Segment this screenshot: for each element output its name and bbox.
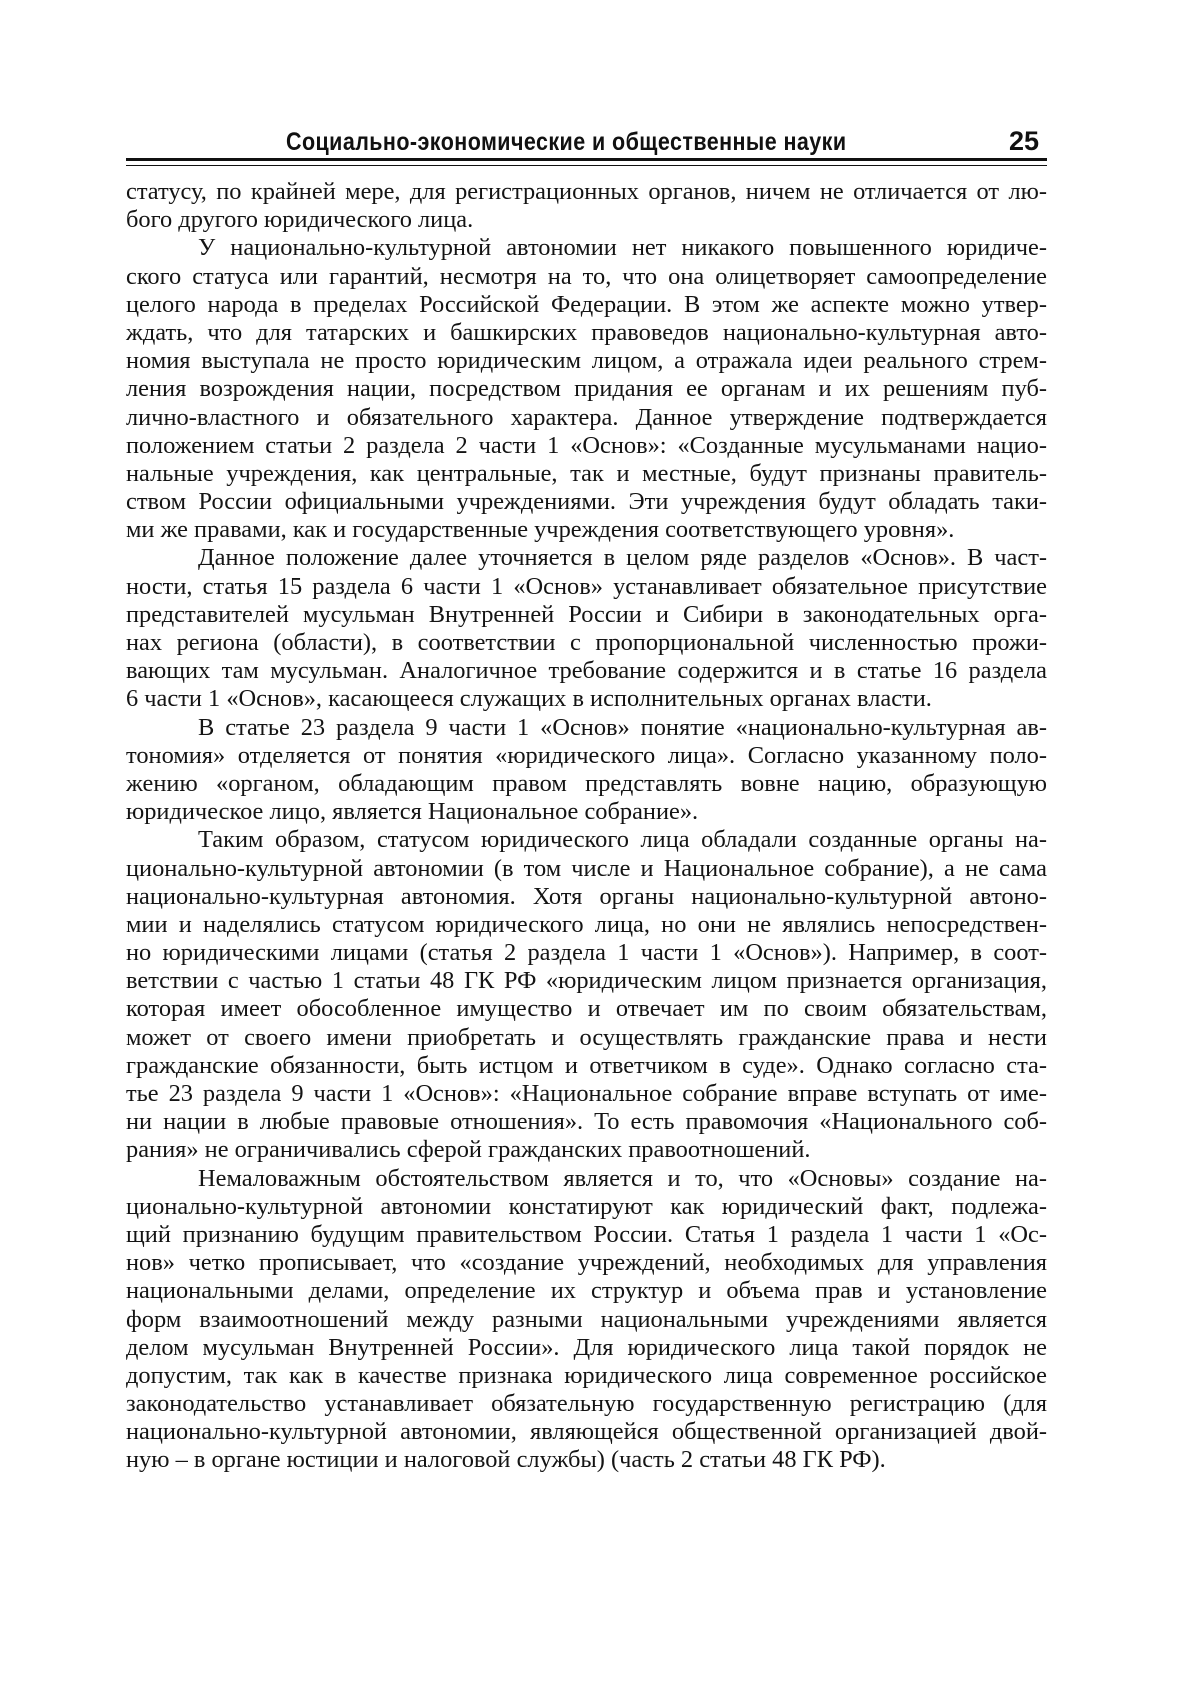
text-line: нальные учреждения, как центральные, так и местные, будут признаны правитель- [126, 459, 1047, 487]
text-line: ления возрождения нации, посредством придания ее органам и их решениям пуб- [126, 375, 1047, 403]
text-line: делом мусульман Внутренней России». Для юридического лица такой порядок не [126, 1333, 1047, 1361]
text-line: рания» не ограничивались сферой гражданских правоотношений. [126, 1136, 811, 1164]
paragraph [126, 826, 1047, 1164]
text-line: но юридическими лицами (статья 2 раздела 1 части 1 «Основ»). Например, в соот- [126, 939, 1047, 967]
text-line: У национально-культурной автономии нет никакого повышенного юридиче- [198, 234, 1047, 262]
text-line: бого другого юридического лица. [126, 206, 474, 234]
running-title: Социально-экономические и общественные науки [286, 128, 847, 156]
text-line: допустим, так как в качестве признака юридического лица современное российское [126, 1361, 1047, 1389]
text-line: законодательство устанавливает обязательную государственную регистрацию (для [126, 1390, 1047, 1418]
text-line: тье 23 раздела 9 части 1 «Основ»: «Национальное собрание вправе вступать от име- [126, 1080, 1047, 1107]
text-line: Таким образом, статусом юридического лица обладали созданные органы на- [198, 826, 1047, 854]
text-line: национально-культурной автономии, являющейся общественной организацией двой- [126, 1418, 1047, 1446]
text-line: ждать, что для татарских и башкирских правоведов национально-культурная авто- [126, 318, 1047, 346]
text-line: юридическое лицо, является Национальное собрание». [126, 798, 699, 826]
text-line: ми же правами, как и государственные учреждения соответствующего уровня». [126, 516, 955, 544]
paragraph [126, 178, 1047, 234]
text-line: статусу, по крайней мере, для регистрационных органов, ничем не отличается от лю- [126, 178, 1047, 205]
text-line: гражданские обязанности, быть истцом и ответчиком в суде». Однако согласно ста- [126, 1051, 1047, 1079]
text-line: ского статуса или гарантий, несмотря на то, что она олицетворяет самоопределение [126, 262, 1047, 290]
page-number: 25 [1008, 126, 1039, 156]
paragraph [126, 714, 1047, 827]
paragraph [126, 544, 1047, 713]
text-line: ности, статья 15 раздела 6 части 1 «Основ» устанавливает обязательное присутствие [126, 572, 1047, 600]
text-line: может от своего имени приобретать и осуществлять гражданские права и нести [126, 1023, 1047, 1051]
text-line: нов» четко прописывает, что «создание учреждений, необходимых для управления [126, 1249, 1047, 1277]
text-line: форм взаимоотношений между разными национальными учреждениями является [126, 1305, 1047, 1333]
text-line: мии и наделялись статусом юридического лица, но они не являлись непосредствен- [126, 910, 1047, 938]
text-line: Немаловажным обстоятельством является и то, что «Основы» создание на- [198, 1164, 1047, 1192]
text-line: жению «органом, обладающим правом представлять вовне нацию, образующую [126, 769, 1047, 797]
text-line: национальными делами, определение их структур и объема прав и установление [126, 1277, 1047, 1305]
text-line: тономия» отделяется от понятия «юридического лица». Согласно указанному поло- [126, 741, 1047, 769]
text-line: которая имеет обособленное имущество и отвечает им по своим обязательствам, [126, 995, 1047, 1023]
text-line: ством России официальными учреждениями. Эти учреждения будут обладать таки- [126, 488, 1047, 516]
text-line: лично-властного и обязательного характера. Данное утверждение подтверждается [126, 403, 1047, 431]
text-line: 6 части 1 «Основ», касающееся служащих в исполнительных органах власти. [126, 685, 932, 713]
text-line: нах региона (области), в соответствии с пропорциональной численностью прожи- [126, 629, 1047, 656]
text-line: В статье 23 раздела 9 части 1 «Основ» понятие «национально-культурная ав- [198, 713, 1047, 741]
paragraph [126, 234, 1047, 544]
text-line: национально-культурная автономия. Хотя органы национально-культурной автоно- [126, 882, 1047, 910]
text-line: Данное положение далее уточняется в целом ряде разделов «Основ». В част- [198, 544, 1047, 572]
header-rule-thin [126, 165, 1047, 166]
text-line: ветствии с частью 1 статьи 48 ГК РФ «юридическим лицом признается организация, [126, 967, 1047, 995]
paragraph [126, 1165, 1047, 1475]
header-rule-thick [126, 158, 1047, 161]
running-header [126, 120, 1047, 160]
text-line: целого народа в пределах Российской Федерации. В этом же аспекте можно утвер- [126, 290, 1047, 318]
text-line: ни нации в любые правовые отношения». То есть правомочия «Национального соб- [126, 1108, 1047, 1136]
text-line: представителей мусульман Внутренней России и Сибири в законодательных орга- [126, 600, 1047, 628]
text-line: вающих там мусульман. Аналогичное требование содержится и в статье 16 раздела [126, 657, 1047, 685]
text-line: щий признанию будущим правительством России. Статья 1 раздела 1 части 1 «Ос- [126, 1220, 1047, 1248]
text-line: ционально-культурной автономии констатируют как юридический факт, подлежа- [126, 1192, 1047, 1220]
text-line: ционально-культурной автономии (в том числе и Национальное собрание), а не сама [126, 854, 1047, 882]
text-line: ную – в органе юстиции и налоговой службы) (часть 2 статьи 48 ГК РФ). [126, 1446, 886, 1474]
text-line: положением статьи 2 раздела 2 части 1 «Основ»: «Созданные мусульманами нацио- [126, 431, 1047, 459]
text-line: номия выступала не просто юридическим лицом, а отражала идеи реального стрем- [126, 347, 1047, 375]
body-text [126, 178, 1047, 1475]
